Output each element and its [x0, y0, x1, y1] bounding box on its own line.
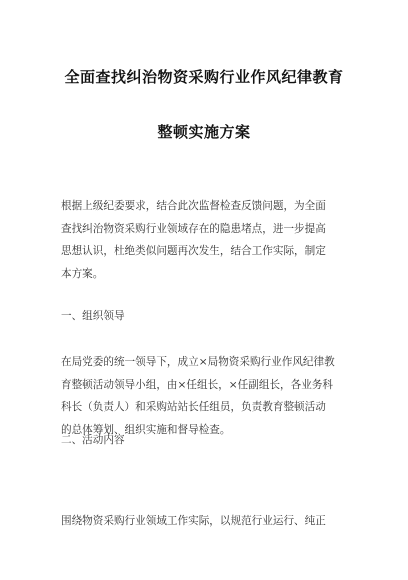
document-title-line-2: 整顿实施方案 [157, 123, 251, 141]
organization-line: 科长（负责人）和采购站站长任组员，负责教育整顿活动 [61, 401, 326, 413]
intro-line: 查找纠治物资采购行业领域存在的隐患堵点，进一步提高 [61, 222, 326, 235]
section-heading-organization: 一、组织领导 [61, 310, 125, 322]
intro-paragraph [61, 195, 351, 285]
organization-line: 在局党委的统一领导下，成立×局物资采购行业作风纪律教 [61, 356, 335, 368]
intro-line: 本方案。 [61, 267, 104, 280]
activities-line: 围绕物资采购行业领域工作实际，以规范行业运行、纯正 [61, 515, 326, 527]
organization-line: 育整顿活动领导小组，由×任组长，×任副组长，各业务科 [61, 378, 334, 391]
organization-line: 的总体筹划、组织实施和督导检查。 [61, 423, 231, 436]
activities-paragraph [61, 510, 351, 533]
section-heading-activities: 二、活动内容 [61, 434, 125, 446]
intro-line: 根据上级纪委要求，结合此次监督检查反馈问题，为全面 [61, 200, 326, 212]
intro-line: 思想认识，杜绝类似问题再次发生，结合工作实际，制定 [61, 245, 326, 257]
document-title-line-1: 全面查找纠治物资采购行业作风纪律教育 [64, 68, 344, 86]
organization-paragraph [61, 351, 351, 441]
